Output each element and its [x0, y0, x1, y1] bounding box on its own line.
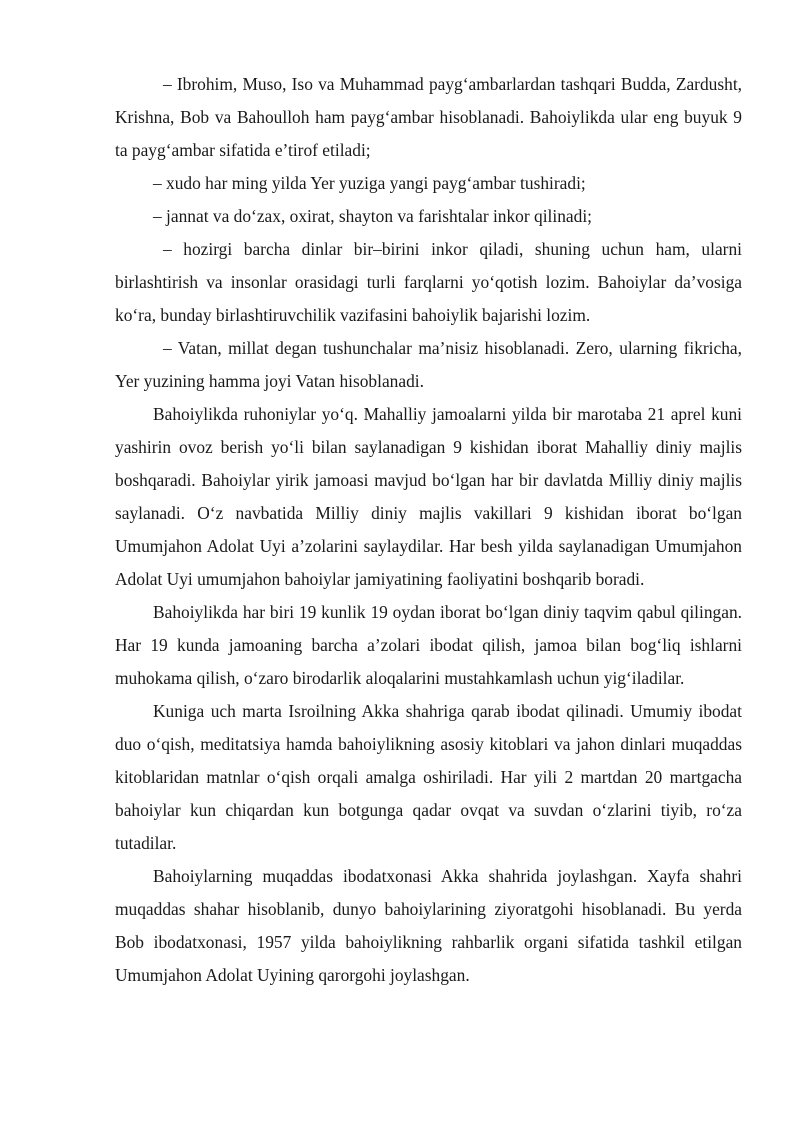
paragraph-homeland: – Vatan, millat degan tushunchalar ma’nisiz hisoblanadi. Zero, ularning fikricha, Yer yuzining hamma joyi Vatan hisoblanadi.: [115, 338, 742, 391]
paragraph-sanctuary: Bahoiylarning muqaddas ibodatxonasi Akka shahrida joylashgan. Xayfa shahri muqaddas shahar hisoblanib, dunyo bahoiylarining ziyoratgohi hisoblanadi. Bu yerda Bob ibodatxonasi, 1957 yilda bahoiylikning rahbarlik organi sifatida tashkil etilgan Umumjahon Adolat Uyining qarorgohi joylashgan.: [115, 866, 742, 985]
document-body: [115, 68, 742, 992]
paragraph-worship: Kuniga uch marta Isroilning Akka shahriga qarab ibodat qilinadi. Umumiy ibodat duo o‘qish, meditatsiya hamda bahoiylikning asosiy kitoblari va jahon dinlari muqaddas kitoblaridan matnlar o‘qish orqali amalga oshiriladi. Har yili 2 martdan 20 martgacha bahoiylar kun chiqardan kun botgunga qadar ovqat va suvdan o‘zlarini tiyib, ro‘za tutadilar.: [115, 701, 742, 853]
paragraph-calendar: Bahoiylikda har biri 19 kunlik 19 oydan iborat bo‘lgan diniy taqvim qabul qilingan. Har 19 kunda jamoaning barcha a’zolari ibodat qilish, jamoa bilan bog‘liq ishlarni muhokama qilish, o‘zaro birodarlik aloqalarini mustahkamlash uchun yig‘iladilar.: [115, 602, 742, 688]
paragraph-unification: – hozirgi barcha dinlar bir–birini inkor qiladi, shuning uchun ham, ularni birlashtirish va insonlar orasidagi turli farqlarni yo‘qotish lozim. Bahoiylar da’vosiga ko‘ra, bunday birlashtiruvchilik vazifasini bahoiylik bajarishi lozim.: [115, 239, 742, 325]
paragraph-denial: – jannat va do‘zax, oxirat, shayton va farishtalar inkor qilinadi;: [153, 206, 592, 226]
paragraph-prophets: – Ibrohim, Muso, Iso va Muhammad payg‘ambarlardan tashqari Budda, Zardusht, Krishna, Bob va Bahoulloh ham payg‘ambar hisoblanadi. Bahoiylikda ular eng buyuk 9 ta payg‘ambar sifatida e’tirof etiladi;: [115, 74, 742, 160]
paragraph-new-prophet: – xudo har ming yilda Yer yuziga yangi payg‘ambar tushiradi;: [153, 173, 586, 193]
paragraph-clergy: Bahoiylikda ruhoniylar yo‘q. Mahalliy jamoalarni yilda bir marotaba 21 aprel kuni yashirin ovoz berish yo‘li bilan saylanadigan 9 kishidan iborat Mahalliy diniy majlis boshqaradi. Bahoiylar yirik jamoasi mavjud bo‘lgan har bir davlatda Milliy diniy majlis saylanadi. O‘z navbatida Milliy diniy majlis vakillari 9 kishidan iborat bo‘lgan Umumjahon Adolat Uyi a’zolarini saylaydilar. Har besh yilda saylanadigan Umumjahon Adolat Uyi umumjahon bahoiylar jamiyatining faoliyatini boshqarib boradi.: [115, 404, 742, 589]
